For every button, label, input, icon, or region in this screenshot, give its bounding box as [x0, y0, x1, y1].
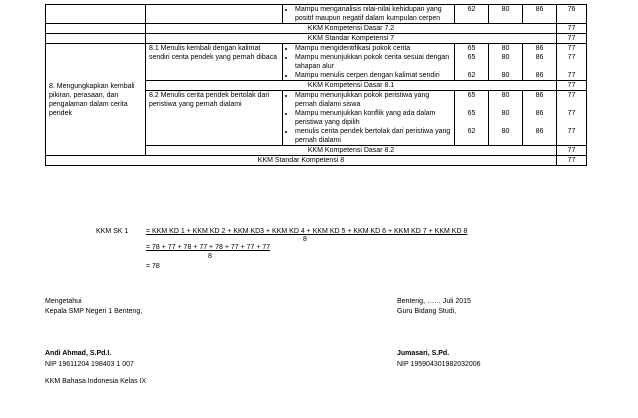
summary-value: 77 — [557, 34, 587, 44]
value-cell: 77 77 77 — [557, 44, 587, 81]
value-cell: 76 — [557, 5, 587, 24]
value-cell: 80 80 80 — [489, 44, 523, 81]
table-row — [46, 24, 587, 34]
kkm-table — [45, 4, 587, 166]
summary-label: KKM Kompetensi Dasar 7.2 — [146, 24, 557, 34]
teacher-nip: NIP 195904301982032006 — [397, 361, 481, 368]
summary-label: KKM Standar Kompetensi 7 — [146, 34, 557, 44]
value-cell: 65 65 62 — [455, 44, 489, 81]
summary-value: 77 — [557, 24, 587, 34]
teacher-name: Jumasari, S.Pd. — [397, 350, 450, 357]
value-cell: 62 — [455, 5, 489, 24]
value-cell: 86 — [523, 5, 557, 24]
standard-competency-8: 8. Mengungkapkan kembali pikiran, perasaan, dan pengalaman dalam cerita pendek — [49, 82, 135, 117]
indicator-text: • Mampu menunjukkan konflik yang ada dalam peristiwa yang dipilih — [295, 109, 451, 127]
summary-value: 77 — [557, 146, 587, 156]
formula-eq1-numerator: = KKM KD 1 + KKM KD 2 + KKM KD3 + KKM KD 4 + KKM KD 5 + KKM KD 6 + KKM KD 7 + KKM KD 8 — [146, 228, 468, 235]
indicator-text: • Mampu mengidentifikasi pokok cerita — [295, 44, 451, 53]
principal-nip: NIP 19611204 198403 1 007 — [45, 361, 134, 368]
table-row — [46, 156, 587, 166]
table-row — [46, 44, 587, 81]
summary-value: 77 — [557, 81, 587, 91]
indicator-text: • Mampu menunjukkan pokok cerita sesuai dengan tahapan alur — [295, 53, 451, 71]
footer-text: KKM Bahasa Indonesia Kelas IX — [45, 378, 147, 385]
kd-81-text: 8.1 Menulis kembali dengan kalimat sendiri cerita pendek yang pernah dibaca — [146, 44, 283, 81]
indicator-text: • Mampu menganalisis nilai-nilai kehidupan yang positif maupun negatif dalam kumpulan cerpen — [295, 5, 451, 23]
value-cell: 80 — [489, 5, 523, 24]
approval-label: Mengetahui — [45, 298, 82, 305]
summary-label: KKM Kompetensi Dasar 8.1 — [146, 81, 557, 91]
kd-82-text: 8.2 Menulis cerita pendek bertolak dari peristiwa yang pernah dialami — [146, 91, 283, 146]
formula-result: = 78 — [146, 263, 160, 270]
value-cell: 86 86 86 — [523, 44, 557, 81]
summary-label: KKM Kompetensi Dasar 8.2 — [146, 146, 557, 156]
teacher-title: Guru Bidang Studi, — [397, 308, 457, 315]
principal-name: Andi Ahmad, S.Pd.I. — [45, 350, 112, 357]
formula-eq2-denominator: 8 — [208, 253, 212, 260]
indicator-text: • menulis cerita pendek bertolak dari peristiwa yang pernah dialami — [295, 127, 451, 145]
value-cell: 77 77 77 — [557, 91, 587, 146]
table-row — [46, 5, 587, 24]
summary-label: KKM Standar Kompetensi 8 — [46, 156, 557, 166]
summary-value: 77 — [557, 156, 587, 166]
indicator-text: • Mampu menulis cerpen dengan kalimat sendiri — [295, 71, 451, 80]
indicator-text: • Mampu menunjukkan pokok peristiwa yang pernah dialami siswa — [295, 91, 451, 109]
formula-label: KKM SK 1 — [96, 228, 129, 235]
place-date: Benteng, …… Juli 2015 — [397, 298, 471, 305]
value-cell: 86 86 86 — [523, 91, 557, 146]
table-row — [46, 34, 587, 44]
formula-eq1-denominator: 8 — [303, 236, 307, 243]
principal-title: Kepala SMP Negeri 1 Benteng, — [45, 308, 143, 315]
value-cell: 65 65 62 — [455, 91, 489, 146]
formula-eq2-numerator: = 78 + 77 + 78 + 77 + 78 + 77 + 77 + 77 — [146, 244, 271, 251]
value-cell: 80 80 80 — [489, 91, 523, 146]
